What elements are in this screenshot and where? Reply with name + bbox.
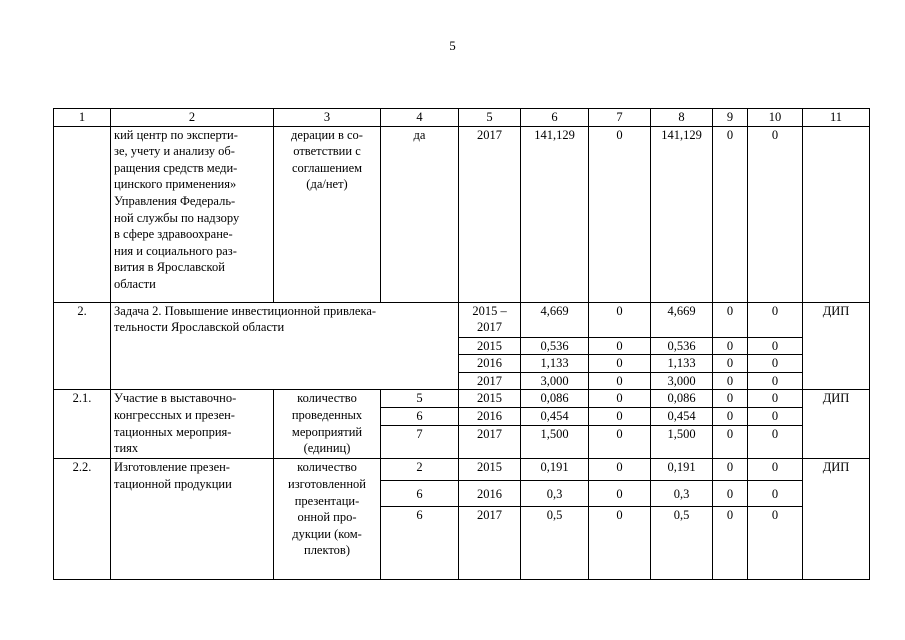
total-cell: 0,086: [521, 390, 589, 408]
column-number-4: 4: [381, 109, 459, 127]
local-cell: 0: [713, 355, 748, 373]
indicator-value-cell: 2: [381, 459, 459, 481]
federal-cell: 0: [589, 372, 651, 390]
row-number-cell: 2.1.: [54, 390, 111, 459]
other-cell: 0: [748, 408, 803, 426]
federal-cell: 0: [589, 126, 651, 302]
other-cell: 0: [748, 337, 803, 355]
other-cell: 0: [748, 426, 803, 459]
year-cell: 2015: [459, 390, 521, 408]
total-cell: 0,191: [521, 459, 589, 481]
row-number-cell: 2.: [54, 302, 111, 390]
table-row-2-1: [54, 390, 870, 408]
total-cell: 3,000: [521, 372, 589, 390]
federal-cell: 0: [589, 302, 651, 337]
column-number-3: 3: [274, 109, 381, 127]
page-number: 5: [449, 38, 456, 53]
other-cell: 0: [748, 481, 803, 507]
indicator-value-cell: 6: [381, 507, 459, 580]
year-cell: 2015 – 2017: [459, 302, 521, 337]
total-cell: 0,3: [521, 481, 589, 507]
column-number-6: 6: [521, 109, 589, 127]
activity-name-cell: Участие в выставочно- конгрессных и презен- тационных мероприя- тиях: [111, 390, 274, 459]
other-cell: 0: [748, 355, 803, 373]
local-cell: 0: [713, 337, 748, 355]
local-cell: 0: [713, 390, 748, 408]
other-cell: 0: [748, 390, 803, 408]
year-cell: 2016: [459, 408, 521, 426]
federal-cell: 0: [589, 337, 651, 355]
year-cell: 2017: [459, 426, 521, 459]
column-number-1: 1: [54, 109, 111, 127]
regional-cell: 0,191: [651, 459, 713, 481]
total-cell: 0,454: [521, 408, 589, 426]
other-cell: 0: [748, 302, 803, 337]
data-table: [53, 108, 870, 580]
other-cell: 0: [748, 459, 803, 481]
task-title-cell: Задача 2. Повышение инвестиционной привлека- тельности Ярославской области: [111, 302, 459, 390]
row-number-cell: [54, 126, 111, 302]
column-number-7: 7: [589, 109, 651, 127]
local-cell: 0: [713, 408, 748, 426]
regional-cell: 1,500: [651, 426, 713, 459]
table-row-2-2: [54, 459, 870, 481]
executor-cell: [803, 126, 870, 302]
executor-cell: ДИП: [803, 390, 870, 459]
indicator-value-cell: 6: [381, 481, 459, 507]
indicator-value-cell: 6: [381, 408, 459, 426]
year-cell: 2015: [459, 459, 521, 481]
indicator-value-cell: 5: [381, 390, 459, 408]
year-cell: 2017: [459, 126, 521, 302]
regional-cell: 0,454: [651, 408, 713, 426]
column-number-11: 11: [803, 109, 870, 127]
local-cell: 0: [713, 426, 748, 459]
year-cell: 2017: [459, 372, 521, 390]
column-number-8: 8: [651, 109, 713, 127]
table-row-task-2: [54, 302, 870, 337]
indicator-cell: дерации в со- ответствии с соглашением (да/нет): [274, 126, 381, 302]
indicator-cell: количество изготовленной презентаци- онной про- дукции (ком- плектов): [274, 459, 381, 580]
federal-cell: 0: [589, 426, 651, 459]
indicator-value-cell: да: [381, 126, 459, 302]
indicator-cell: количество проведенных мероприятий (единиц): [274, 390, 381, 459]
total-cell: 1,500: [521, 426, 589, 459]
year-cell: 2016: [459, 481, 521, 507]
other-cell: 0: [748, 126, 803, 302]
indicator-value-cell: 7: [381, 426, 459, 459]
total-cell: 0,536: [521, 337, 589, 355]
regional-cell: 141,129: [651, 126, 713, 302]
federal-cell: 0: [589, 507, 651, 580]
local-cell: 0: [713, 126, 748, 302]
organization-name-cell: кий центр по эксперти- зе, учету и анализу об- ращения средств меди- цинского применения» Управления Федераль- ной службы по надзору в сфере здравоохране- ния и социального раз- вития в Ярославской области: [111, 126, 274, 302]
column-number-2: 2: [111, 109, 274, 127]
regional-cell: 1,133: [651, 355, 713, 373]
executor-cell: ДИП: [803, 302, 870, 390]
regional-cell: 0,5: [651, 507, 713, 580]
regional-cell: 3,000: [651, 372, 713, 390]
activity-name-cell: Изготовление презен- тационной продукции: [111, 459, 274, 580]
row-number-cell: 2.2.: [54, 459, 111, 580]
federal-cell: 0: [589, 408, 651, 426]
column-number-10: 10: [748, 109, 803, 127]
total-cell: 0,5: [521, 507, 589, 580]
local-cell: 0: [713, 372, 748, 390]
federal-cell: 0: [589, 459, 651, 481]
year-cell: 2017: [459, 507, 521, 580]
table-row-continuation: [54, 126, 870, 302]
local-cell: 0: [713, 459, 748, 481]
local-cell: 0: [713, 302, 748, 337]
federal-cell: 0: [589, 355, 651, 373]
column-number-row: [54, 109, 870, 127]
column-number-5: 5: [459, 109, 521, 127]
federal-cell: 0: [589, 481, 651, 507]
executor-cell: ДИП: [803, 459, 870, 580]
column-number-9: 9: [713, 109, 748, 127]
local-cell: 0: [713, 507, 748, 580]
regional-cell: 0,3: [651, 481, 713, 507]
other-cell: 0: [748, 372, 803, 390]
regional-cell: 0,086: [651, 390, 713, 408]
year-cell: 2016: [459, 355, 521, 373]
total-cell: 1,133: [521, 355, 589, 373]
regional-cell: 0,536: [651, 337, 713, 355]
total-cell: 4,669: [521, 302, 589, 337]
total-cell: 141,129: [521, 126, 589, 302]
other-cell: 0: [748, 507, 803, 580]
local-cell: 0: [713, 481, 748, 507]
federal-cell: 0: [589, 390, 651, 408]
year-cell: 2015: [459, 337, 521, 355]
regional-cell: 4,669: [651, 302, 713, 337]
